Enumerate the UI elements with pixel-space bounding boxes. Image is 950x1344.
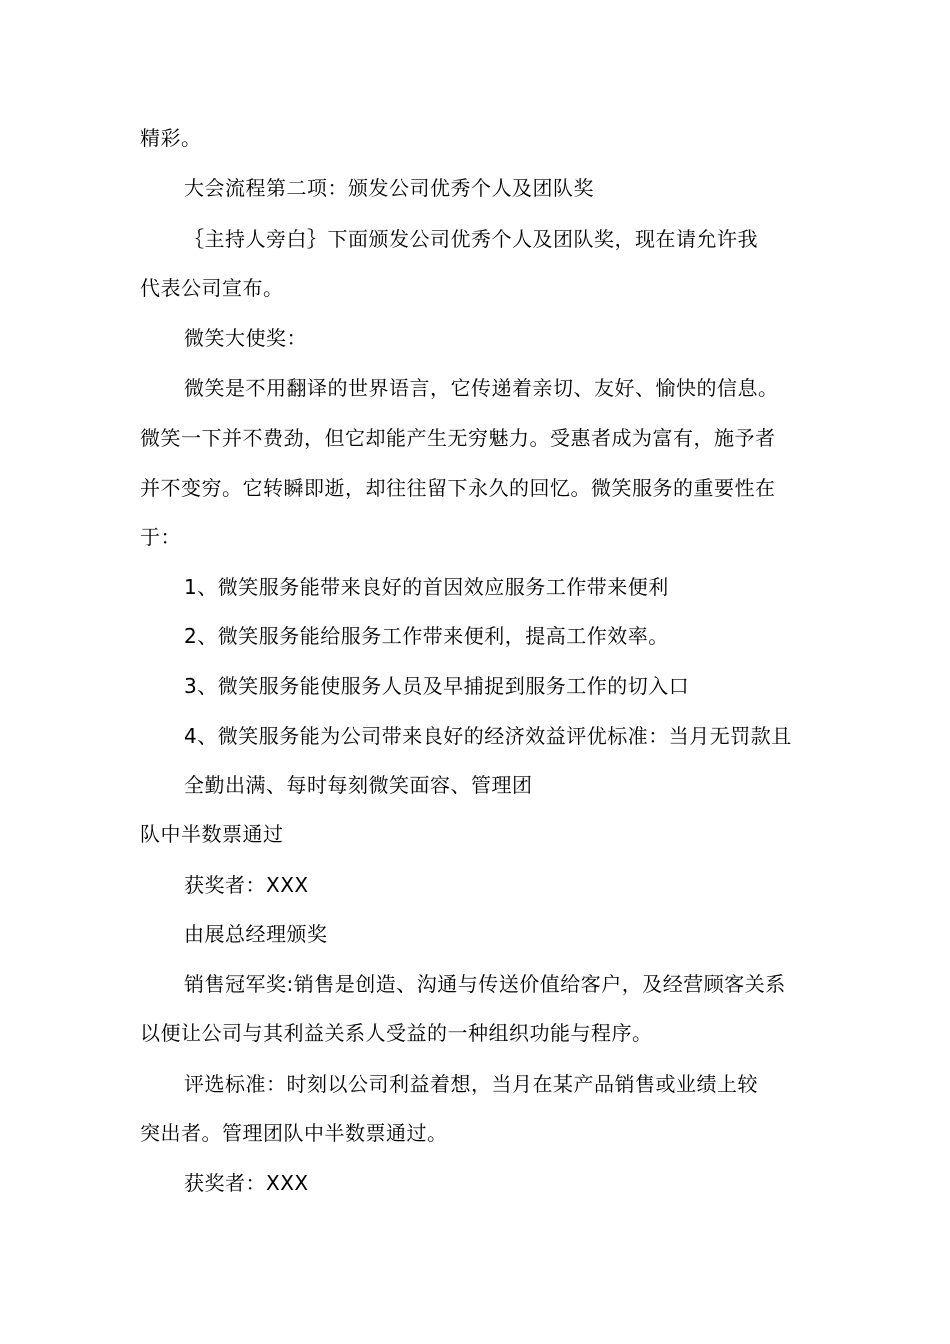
list-item: 4、微笑服务能为公司带来良好的经济效益评优标准：当月无罚款且: [184, 724, 792, 748]
list-item: 2、微笑服务能给服务工作带来便利，提高工作效率。: [184, 624, 669, 648]
winner-line: 获奖者：XXX: [184, 873, 309, 897]
paragraph-line: 全勤出满、每时每刻微笑面容、管理团: [184, 773, 533, 797]
winner-line: 获奖者：XXX: [184, 1171, 309, 1195]
award-heading: 微笑大使奖：: [184, 326, 307, 350]
paragraph-line: 代表公司宣布。: [140, 276, 284, 300]
paragraph-line: 队中半数票通过: [140, 822, 284, 846]
section-heading: 大会流程第二项：颁发公司优秀个人及团队奖: [184, 176, 594, 200]
paragraph-line: 微笑一下并不费劲，但它却能产生无穷魅力。受惠者成为富有，施予者: [140, 426, 776, 450]
criteria-line: 评选标准：时刻以公司利益着想，当月在某产品销售或业绩上较: [184, 1072, 758, 1096]
presenter-line: 由展总经理颁奖: [184, 922, 328, 946]
list-item: 1、微笑服务能带来良好的首因效应服务工作带来便利: [184, 575, 669, 599]
paragraph-line: 微笑是不用翻译的世界语言，它传递着亲切、友好、愉快的信息。: [184, 376, 779, 400]
award-heading: 销售冠军奖:销售是创造、沟通与传送价值给客户，及经营顾客关系: [184, 972, 786, 996]
paragraph-line: 并不变穷。它转瞬即逝，却往往留下永久的回忆。微笑服务的重要性在: [140, 476, 776, 500]
list-item: 3、微笑服务能使服务人员及早捕捉到服务工作的切入口: [184, 674, 690, 698]
paragraph-line: 突出者。管理团队中半数票通过。: [140, 1121, 448, 1145]
paragraph-line: 于：: [140, 525, 181, 549]
paragraph-line: 精彩。: [140, 126, 202, 150]
paragraph-line: 以便让公司与其利益关系人受益的一种组织功能与程序。: [140, 1021, 653, 1045]
paragraph-line: ｛主持人旁白｝下面颁发公司优秀个人及团队奖，现在请允许我: [184, 227, 758, 251]
